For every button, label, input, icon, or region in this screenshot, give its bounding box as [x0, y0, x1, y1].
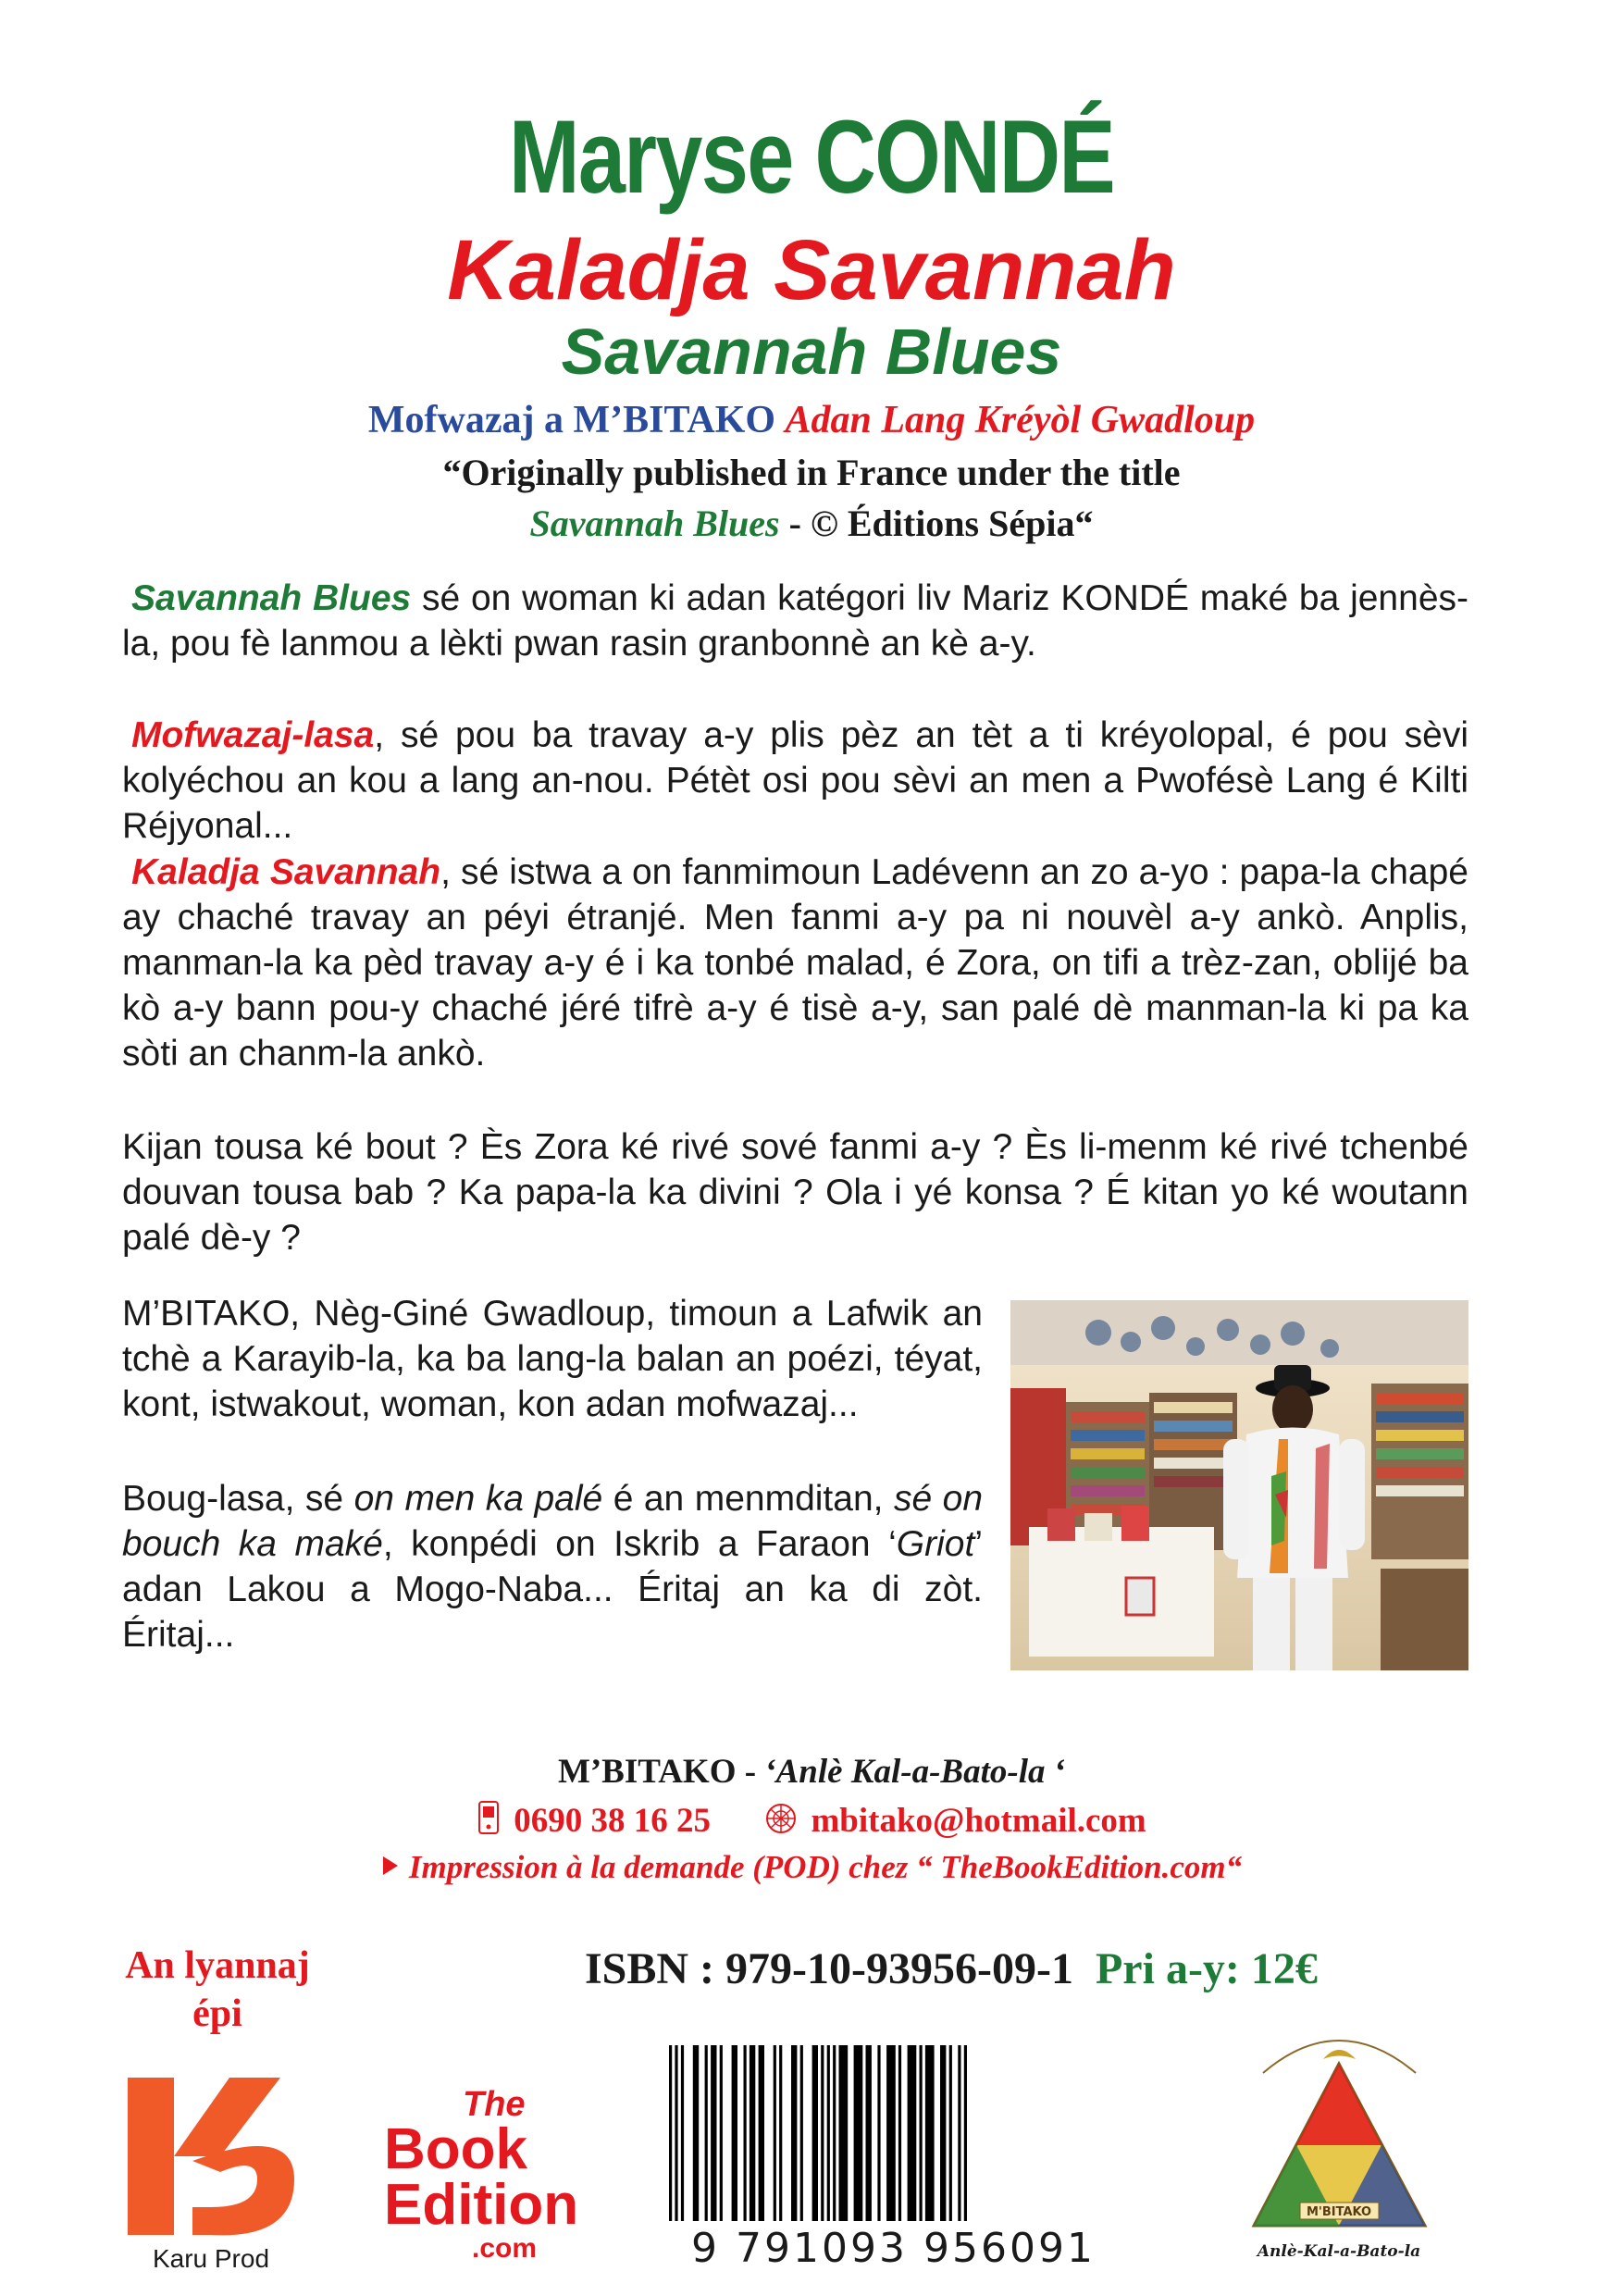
paragraph-intro-lead: Savannah Blues — [131, 578, 412, 618]
bookedition-logo — [384, 2087, 625, 2281]
mbitako-logo-label: M'BITAKO — [1306, 2205, 1372, 2219]
translation-language: Adan Lang Kréyòl Gwadloup — [785, 399, 1256, 441]
original-publication-line-1: “Originally published in France under the title — [442, 452, 1181, 493]
translation-prefix: Mofwazaj a M’BITAKO — [367, 399, 776, 441]
karu-prod-label: Karu Prod — [152, 2244, 270, 2273]
bookedition-com: .com — [471, 2233, 538, 2264]
book-title-creole: Kaladja Savannah — [447, 223, 1176, 317]
paragraph-intro-text: sé on woman ki adan katégori liv Mariz KONDÉ maké ba jennès-la, pou fè lanmou a lèkti pwan rasin granbonnè an kè a-y. — [122, 578, 1468, 664]
paragraph-synopsis-text: , sé istwa a on fanmimoun Ladévenn an zo a-yo : papa-la chapé ay chaché travay an péyi étranjé. Men fanmi a-y pa ni nouvèl a-y ankò. Anplis, manman-la ka pèd travay a-y é i ka tonbé malad, é Zora, on tifi a trèz-zan, oblijé ba kò a-y bann pou-y chaché jéré tifrè a-y é tisè a-y, san palé dè manman-la ki pa ka sòti an chanm-la ankò. — [122, 852, 1468, 1074]
legacy-text-5: , konpédi on Iskrib a Faraon ‘ — [382, 1524, 897, 1564]
arrow-right-icon — [381, 1847, 400, 1884]
karu-prod-logo-mark — [118, 2068, 304, 2244]
paragraph-translation-lead: Mofwazaj-lasa — [131, 715, 375, 755]
author-photo — [1010, 1300, 1468, 1670]
bookedition-edition: Edition — [384, 2173, 579, 2237]
contact-name: M’BITAKO - — [557, 1753, 765, 1791]
bookedition-book: Book — [384, 2117, 527, 2181]
partner-label-line-2: épi — [192, 1992, 242, 2035]
contact-title — [0, 1752, 1623, 1792]
book-title-original: Savannah Blues — [561, 316, 1062, 388]
isbn-price-line — [585, 1943, 1318, 1994]
original-publication-line-2 — [0, 502, 1623, 545]
mbitako-logo-mark — [1235, 2017, 1443, 2277]
price: Pri a-y: 12€ — [1095, 1944, 1318, 1993]
legacy-text-2: on men ka palé — [353, 1479, 603, 1519]
author-photo-illustration — [1010, 1300, 1468, 1670]
original-publication-publisher: - © Éditions Sépia“ — [779, 503, 1094, 544]
barcode-digits: 9 791093 956091 — [691, 2225, 1096, 2272]
original-publication-title: Savannah Blues — [529, 503, 780, 544]
legacy-text-4: sé on bouch ka maké — [122, 1479, 984, 1564]
paragraph-synopsis-lead: Kaladja Savannah — [131, 852, 441, 892]
isbn: ISBN : 979-10-93956-09-1 — [585, 1944, 1073, 1993]
paragraph-author-legacy — [122, 1476, 983, 1657]
mbitako-logo-caption: Anlè-Kal-a-Bato-la — [1257, 2242, 1421, 2261]
legacy-text-7: ’ adan Lakou a Mogo-Naba... Éritaj an ka di zòt. Éritaj... — [122, 1524, 983, 1655]
email-address[interactable]: mbitako@hotmail.com — [811, 1802, 1146, 1840]
pod-text[interactable]: Impression à la demande (POD) chez “ TheBookEdition.com“ — [408, 1849, 1243, 1885]
pod-notice — [0, 1847, 1623, 1886]
paragraph-translation — [122, 713, 1468, 849]
paragraph-author-bio: M’BITAKO, Nèg-Giné Gwadloup, timoun a Lafwik an tchè a Karayib-la, ka ba lang-la balan an poézi, téyat, kont, istwakout, woman, kon adan mofwazaj... — [122, 1294, 983, 1424]
contact-details — [0, 1800, 1623, 1844]
contact-slogan: ‘Anlè Kal-a-Bato-la ‘ — [764, 1753, 1066, 1791]
barcode-bars — [641, 2045, 1146, 2226]
legacy-text-1: Boug-lasa, sé — [122, 1479, 354, 1519]
paragraph-intro — [122, 576, 1468, 666]
phone-icon — [477, 1800, 501, 1844]
bookedition-the: The — [463, 2085, 526, 2124]
paragraph-synopsis — [122, 850, 1468, 1076]
partner-label-line-1: An lyannaj — [125, 1944, 310, 1987]
phone-number[interactable]: 0690 38 16 25 — [514, 1802, 711, 1840]
author-name: Maryse CONDÉ — [508, 99, 1115, 215]
karu-prod-logo — [118, 2068, 304, 2244]
paragraph-translation-text: , sé pou ba travay a-y plis pèz an tèt a ti kréyolopal, é pou sèvi kolyéchou an kou a lang an-nou. Pétèt osi pou sèvi an men a Pwofésè Lang é Kilti Réjyonal... — [122, 715, 1468, 846]
mbitako-logo — [1235, 2017, 1443, 2277]
legacy-text-6: Griot — [896, 1524, 975, 1564]
legacy-text-3: é an menmditan, — [602, 1479, 894, 1519]
translation-credit — [0, 398, 1623, 442]
web-icon — [764, 1802, 798, 1844]
partner-label — [93, 1942, 342, 2038]
paragraph-questions: Kijan tousa ké bout ? Ès Zora ké rivé sové fanmi a-y ? Ès li-menm ké rivé tchenbé douvan tousa bab ? Ka papa-la ka divini ? Ola i yé konsa ? É kitan yo ké woutann palé dè-y ? — [122, 1127, 1468, 1258]
